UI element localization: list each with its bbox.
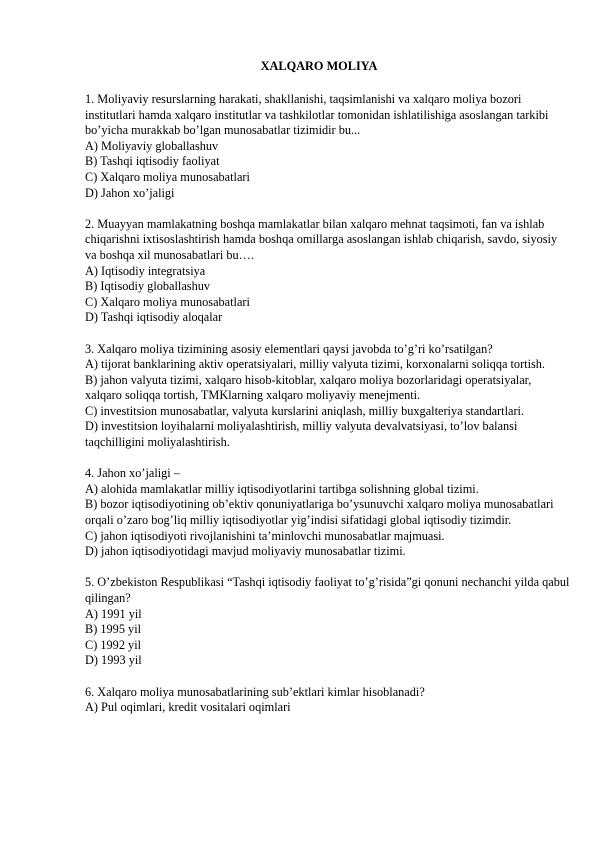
answer-option-d: D) investitsion loyihalarni moliyalashtirish, milliy valyuta devalvatsiyasi, to’lov balansi taqchilligini moliyalashtirish. [85, 419, 518, 450]
answer-option-d: D) Tashqi iqtisodiy aloqalar [85, 310, 223, 325]
answer-option-a: A) Moliyaviy globallashuv [85, 138, 219, 153]
question-3 [85, 342, 570, 451]
document-title: XALQARO MOLIYA [260, 59, 378, 73]
question-text: 1. Moliyaviy resurslarning harakati, shakllanishi, taqsimlanishi va xalqaro moliya bozori institutlari hamda xalqaro institutlar va tashkilotlar tomonidan ishlatilishiga asoslangan tarkibi bo’yicha murakkab bo’lgan munosabatlar tizimidir bu... [85, 92, 549, 138]
answer-option-b: B) Iqtisodiy globallashuv [85, 279, 211, 294]
answer-option-d: D) jahon iqtisodiyotidagi mavjud moliyaviy munosabatlar tizimi. [85, 544, 406, 559]
answer-option-a: A) tijorat banklarining aktiv operatsiyalari, milliy valyuta tizimi, korxonalarni soliqqa tortish. [85, 357, 546, 372]
answer-option-c: C) 1992 yil [85, 637, 142, 652]
answer-option-c: C) investitsion munosabatlar, valyuta kurslarini aniqlash, milliy buxgalteriya standartlari. [85, 403, 525, 418]
answer-option-b: B) 1995 yil [85, 622, 142, 637]
question-text: 4. Jahon xo’jaligi – [85, 466, 180, 481]
question-4 [85, 466, 570, 560]
question-text: 6. Xalqaro moliya munosabatlarining sub’ektlari kimlar hisoblanadi? [85, 684, 425, 699]
answer-option-b: B) bozor iqtisodiyotining ob’ektiv qonuniyatlariga bo’ysunuvchi xalqaro moliya munosabatlari orqali o’zaro bog’liq milliy iqtisodiyotlar yig’indisi sifatidagi global iqtisodiy tizimdir. [85, 497, 554, 528]
answer-option-b: B) Tashqi iqtisodiy faoliyat [85, 154, 220, 169]
answer-option-c: C) jahon iqtisodiyoti rivojlanishini ta’minlovchi munosabatlar majmuasi. [85, 528, 445, 543]
question-text: 2. Muayyan mamlakatning boshqa mamlakatlar bilan xalqaro mehnat taqsimoti, fan va ishlab chiqarishni ixtisoslashtirish hamda boshqa omillarga asoslangan ishlab chiqarish, savdo, siyosiy va boshqa xil munosabatlari bu…. [85, 216, 558, 262]
answer-option-c: C) Xalqaro moliya munosabatlari [85, 169, 250, 184]
question-text: 5. O’zbekiston Respublikasi “Tashqi iqtisodiy faoliyat to’g’risida”gi qonuni nechanchi yilda qabul qilingan? [85, 575, 570, 605]
question-1 [85, 92, 570, 201]
question-5 [85, 575, 570, 669]
answer-option-a: A) alohida mamlakatlar milliy iqtisodiyotlarini tartibga solishning global tizimi. [85, 481, 479, 496]
answer-option-d: D) 1993 yil [85, 653, 142, 668]
questions-list [85, 92, 570, 731]
answer-option-d: D) Jahon xo’jaligi [85, 185, 175, 200]
answer-option-c: C) Xalqaro moliya munosabatlari [85, 294, 250, 309]
question-6 [85, 685, 570, 716]
question-text: 3. Xalqaro moliya tizimining asosiy elementlari qaysi javobda to’g’ri ko’rsatilgan? [85, 341, 493, 356]
question-2 [85, 217, 570, 326]
answer-option-a: A) 1991 yil [85, 606, 142, 621]
answer-option-a: A) Iqtisodiy integratsiya [85, 263, 206, 278]
answer-option-a: A) Pul oqimlari, kredit vositalari oqimlari [85, 700, 291, 715]
answer-option-b: B) jahon valyuta tizimi, xalqaro hisob-kitoblar, xalqaro moliya bozorlaridagi operatsiyalar, xalqaro soliqqa tortish, TMKlarning xalqaro moliyaviy menejmenti. [85, 372, 532, 403]
